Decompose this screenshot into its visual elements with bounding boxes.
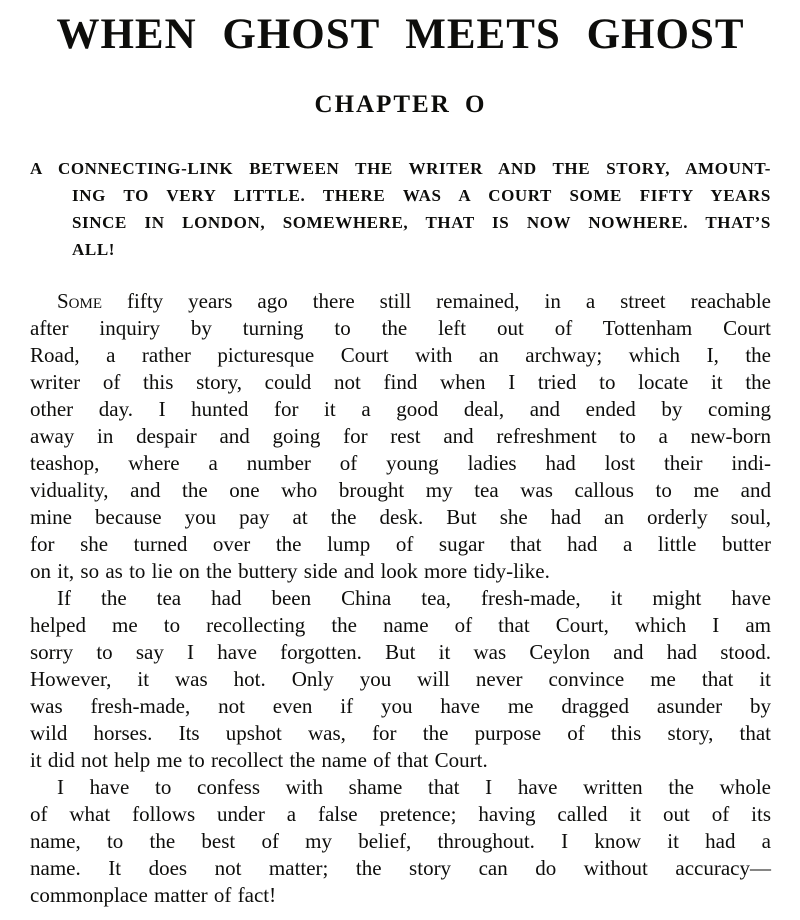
epigraph-line: ING TO VERY LITTLE. THERE WAS A COURT SOME FIFTY YEARS	[72, 186, 771, 205]
lead-word: Some	[57, 289, 103, 313]
text-line: commonplace matter of fact!	[30, 883, 277, 907]
epigraph-line: SINCE IN LONDON, SOMEWHERE, THAT IS NOW NOWHERE. THAT’S	[72, 213, 771, 232]
text-line: away in despair and going for rest and refreshment to a new-born	[30, 424, 771, 448]
text-line: teashop, where a number of young ladies had lost their indi-	[30, 451, 771, 475]
paragraph-3	[30, 774, 771, 909]
paragraph-2	[30, 585, 771, 774]
text-line-rest: fifty years ago there still remained, in a street reachable	[127, 289, 772, 313]
text-line: mine because you pay at the desk. But she had an orderly soul,	[30, 505, 771, 529]
text-line: wild horses. Its upshot was, for the purpose of this story, that	[30, 721, 771, 745]
epigraph	[30, 155, 771, 263]
text-line	[30, 288, 771, 315]
text-line: was fresh-made, not even if you have me dragged asunder by	[30, 694, 771, 718]
text-line: sorry to say I have forgotten. But it was Ceylon and had stood.	[30, 640, 771, 664]
text-line: Road, a rather picturesque Court with an archway; which I, the	[30, 343, 771, 367]
text-line: it did not help me to recollect the name of that Court.	[30, 748, 488, 772]
body-text	[30, 288, 771, 909]
text-line: name. It does not matter; the story can do without accuracy—	[30, 856, 771, 880]
epigraph-line: A CONNECTING-LINK BETWEEN THE WRITER AND THE STORY, AMOUNT-	[30, 159, 771, 178]
text-line: viduality, and the one who brought my tea was callous to me and	[30, 478, 771, 502]
text-line: other day. I hunted for it a good deal, and ended by coming	[30, 397, 771, 421]
text-line: on it, so as to lie on the buttery side and look more tidy-like.	[30, 559, 550, 583]
text-line: for she turned over the lump of sugar that had a little butter	[30, 532, 771, 556]
epigraph-line: ALL!	[72, 240, 116, 259]
page-title: WHEN GHOST MEETS GHOST	[56, 11, 745, 58]
text-line: However, it was hot. Only you will never convince me that it	[30, 667, 771, 691]
text-line: helped me to recollecting the name of that Court, which I am	[30, 613, 771, 637]
text-line: of what follows under a false pretence; having called it out of its	[30, 802, 771, 826]
text-line: name, to the best of my belief, throughout. I know it had a	[30, 829, 771, 853]
text-line: after inquiry by turning to the left out of Tottenham Court	[30, 316, 771, 340]
text-line: I have to confess with shame that I have written the whole	[57, 775, 771, 799]
text-line: writer of this story, could not find when I tried to locate it the	[30, 370, 771, 394]
text-line: If the tea had been China tea, fresh-made, it might have	[57, 586, 771, 610]
paragraph-1	[30, 288, 771, 585]
chapter-heading: CHAPTER O	[314, 91, 487, 118]
